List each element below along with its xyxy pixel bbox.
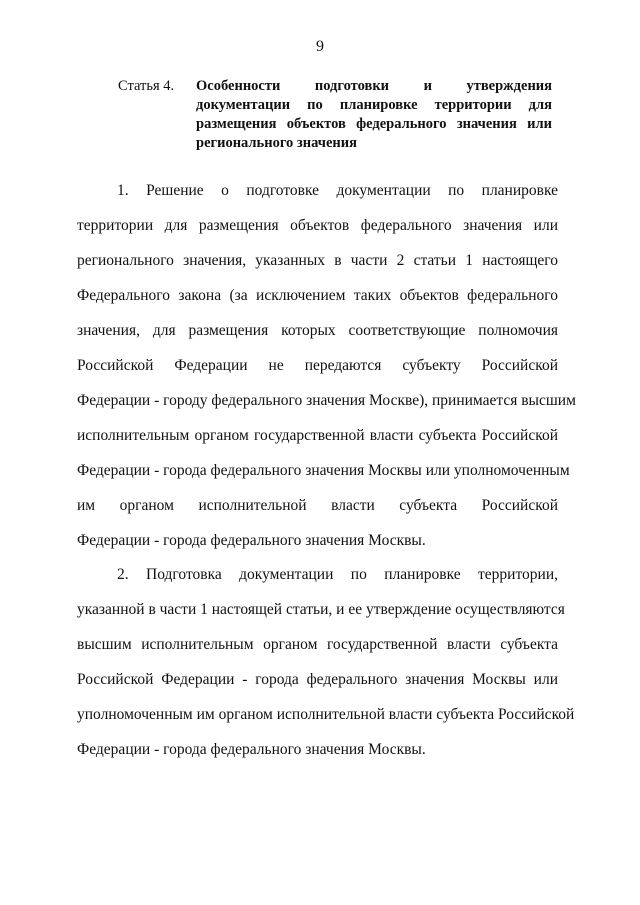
paragraph-1-line-9: Федерации - города федерального значения Москвы или уполномоченным [77, 462, 570, 479]
paragraph-1-line-4: Федерального закона (за исключением таких объектов федерального [77, 287, 558, 304]
paragraph-2-line-2: указанной в части 1 настоящей статьи, и ее утверждение осуществляются [77, 601, 565, 618]
paragraph-1-line-6: Российской Федерации не передаются субъекту Российской [77, 357, 558, 374]
paragraph-1-line-2: территории для размещения объектов федерального значения или [77, 217, 558, 234]
paragraph-1-line-1: 1. Решение о подготовке документации по планировке [117, 182, 558, 199]
paragraph-2-line-3: высшим исполнительным органом государственной власти субъекта [77, 636, 558, 653]
paragraph-2-line-4: Российской Федерации - города федерального значения Москвы или [77, 671, 558, 688]
paragraph-1-line-10: им органом исполнительной власти субъекта Российской [77, 497, 558, 514]
paragraph-1-line-5: значения, для размещения которых соответствующие полномочия [77, 322, 558, 339]
article-number: Статья 4. [118, 78, 175, 94]
paragraph-1-line-3: регионального значения, указанных в части 2 статьи 1 настоящего [77, 252, 558, 269]
paragraph-2-line-6: Федерации - города федерального значения Москвы. [77, 741, 426, 758]
paragraph-1-line-11: Федерации - города федерального значения Москвы. [77, 532, 426, 549]
paragraph-1-line-8: исполнительным органом государственной власти субъекта Российской [77, 427, 558, 444]
paragraph-2-line-1: 2. Подготовка документации по планировке территории, [117, 566, 558, 583]
article-title: Особенности подготовки и утверждения документации по планировке территории для размещения объектов федерального значения или регионального значения [196, 78, 552, 151]
paragraph-1-line-7: Федерации - городу федерального значения Москве), принимается высшим [77, 392, 576, 409]
page-number: 9 [316, 38, 324, 55]
paragraph-2-line-5: уполномоченным им органом исполнительной власти субъекта Российской [77, 706, 575, 723]
